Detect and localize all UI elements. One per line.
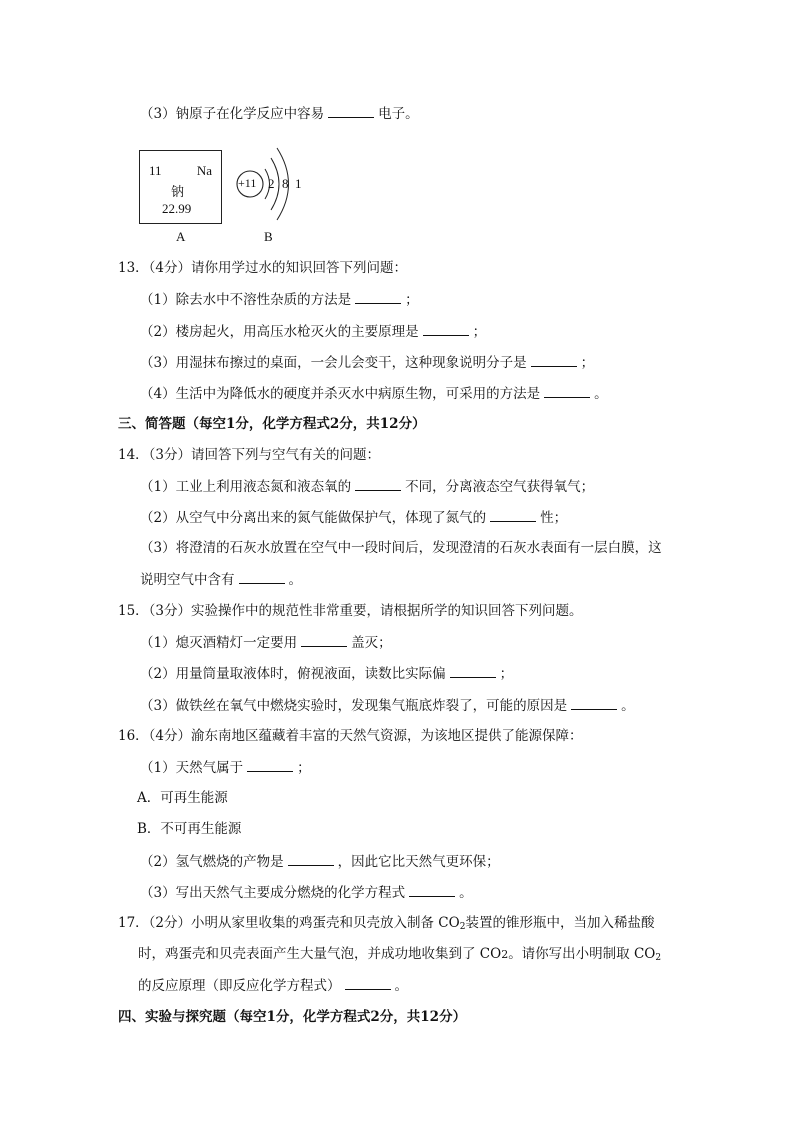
- q14-part1: [140, 476, 594, 497]
- q14-part2-text: （2）从空气中分离出来的氮气能做保护气，体现了氮气的: [140, 510, 487, 526]
- q16-part1-suffix: ；: [297, 760, 311, 776]
- answer-blank: [409, 882, 455, 897]
- q13-part2-suffix: ；: [472, 324, 487, 340]
- q17-line2: [138, 944, 661, 968]
- q12-part3-text: （3）钠原子在化学反应中容易: [140, 106, 325, 122]
- atomic-mass: 22.99: [162, 201, 192, 216]
- q16-part2: [140, 851, 500, 872]
- q16-part2-suffix: ，因此它比天然气更环保；: [337, 854, 500, 870]
- q16-part1: [140, 757, 311, 778]
- answer-blank: [450, 663, 496, 678]
- q13-part1-text: （1）除去水中不溶性杂质的方法是: [140, 292, 352, 308]
- q15-part3-text: （3）做铁丝在氧气中燃烧实验时，发现集气瓶底炸裂了，可能的原因是: [140, 698, 568, 714]
- q13-part4-text: （4）生活中为降低水的硬度并杀灭水中病原生物，可采用的方法是: [140, 386, 541, 402]
- q15-part3-suffix: 。: [621, 698, 635, 714]
- q17-line1: [118, 913, 654, 937]
- atomic-number: 11: [149, 163, 162, 178]
- figure-label-b: B: [264, 229, 273, 244]
- subscript-2: 2: [655, 953, 662, 963]
- q15-part2: [140, 663, 513, 684]
- answer-blank: [345, 975, 391, 990]
- subscript-2: 2: [459, 922, 466, 932]
- q14-stem: 14．（3分）请回答下列与空气有关的问题：: [118, 447, 381, 463]
- q13-stem: 13．（4分）请你用学过水的知识回答下列问题：: [118, 260, 408, 276]
- q14-part2-suffix: 性；: [540, 510, 568, 526]
- q16-part2-text: （2）氢气燃烧的产物是: [140, 854, 284, 870]
- answer-blank: [239, 569, 285, 584]
- q13-part4-suffix: 。: [594, 386, 608, 402]
- q15-part1: [140, 632, 392, 653]
- q13-part1: [140, 289, 419, 310]
- q12-part3: [140, 103, 419, 124]
- q16-option-a: A．可再生能源: [137, 790, 228, 806]
- element-name: 钠: [171, 185, 185, 200]
- section-heading-3: 三、简答题（每空1分，化学方程式2分，共12分）: [118, 416, 426, 432]
- answer-blank: [328, 103, 374, 118]
- shell-count-2: 8: [282, 176, 289, 191]
- q15-part2-text: （2）用量筒量取液体时，俯视液面，读数比实际偏: [140, 666, 446, 682]
- answer-blank: [355, 289, 401, 304]
- q17-line3-suffix: 。: [394, 978, 408, 994]
- answer-blank: [544, 383, 590, 398]
- q16-option-b: B．不可再生能源: [137, 821, 242, 837]
- q16-part3-suffix: 。: [459, 885, 473, 901]
- q17-line2-text: 时，鸡蛋壳和贝壳表面产生大量气泡，并成功地收集到了 CO: [138, 946, 502, 962]
- q12-part3-suffix: 电子。: [378, 106, 419, 122]
- q14-part3-text: 说明空气中含有: [140, 572, 235, 588]
- q14-part1-text: （1）工业上利用液态氮和液态氧的: [140, 479, 352, 495]
- q14-part3-line1: （3）将澄清的石灰水放置在空气中一段时间后，发现澄清的石灰水表面有一层白膜，这: [140, 540, 662, 556]
- q15-part2-suffix: ；: [499, 666, 514, 682]
- q13-part2-text: （2）楼房起火，用高压水枪灭火的主要原理是: [140, 324, 419, 340]
- q14-part2: [140, 507, 567, 528]
- q14-part1-suffix: 不同，分离液态空气获得氧气；: [405, 479, 595, 495]
- shell-count-3: 1: [295, 176, 302, 191]
- answer-blank: [490, 507, 536, 522]
- q16-part3-text: （3）写出天然气主要成分燃烧的化学方程式: [140, 885, 406, 901]
- q13-part1-suffix: ；: [405, 292, 419, 308]
- q17-line2-end: 。请你写出小明制取 CO: [508, 946, 656, 962]
- q13-part3-text: （3）用湿抹布擦过的桌面，一会儿会变干，这种现象说明分子是: [140, 355, 527, 371]
- q15-stem: 15．（3分）实验操作中的规范性非常重要，请根据所学的知识回答下列问题。: [118, 603, 583, 619]
- q17-line1-text: 17．（2分）小明从家里收集的鸡蛋壳和贝壳放入制备 CO: [118, 915, 460, 931]
- q17-line3-text: 的反应原理（即反应化学方程式）: [138, 978, 341, 994]
- subscript-2: 2: [501, 948, 509, 961]
- q13-part2: [140, 321, 486, 342]
- q16-stem: 16．（4分）渝东南地区蕴藏着丰富的天然气资源，为该地区提供了能源保障：: [118, 728, 583, 744]
- element-symbol: Na: [196, 163, 212, 178]
- shell-count-1: 2: [268, 176, 275, 191]
- element-card: [139, 150, 222, 224]
- answer-blank: [571, 695, 617, 710]
- section-heading-4: 四、实验与探究题（每空1分，化学方程式2分，共12分）: [118, 1009, 467, 1025]
- q17-line3: [138, 975, 408, 996]
- q15-part1-text: （1）熄灭酒精灯一定要用: [140, 635, 298, 651]
- answer-blank: [423, 321, 469, 336]
- q17-line1-end: 装置的锥形瓶中，当加入稀盐酸: [465, 915, 655, 931]
- q13-part3: [140, 352, 594, 373]
- answer-blank: [531, 352, 577, 367]
- nucleus-charge: +11: [238, 176, 257, 190]
- q13-part3-suffix: ；: [580, 355, 595, 371]
- answer-blank: [355, 476, 401, 491]
- figure-label-a: A: [176, 229, 186, 244]
- q13-part4: [140, 383, 608, 404]
- answer-blank: [301, 632, 347, 647]
- q15-part1-suffix: 盖灭；: [351, 635, 392, 651]
- q16-part3: [140, 882, 473, 903]
- answer-blank: [247, 757, 293, 772]
- q16-part1-text: （1）天然气属于: [140, 760, 244, 776]
- q14-part3-line2: [140, 569, 302, 590]
- q14-part3-suffix: 。: [288, 572, 302, 588]
- answer-blank: [288, 851, 334, 866]
- q15-part3: [140, 695, 635, 716]
